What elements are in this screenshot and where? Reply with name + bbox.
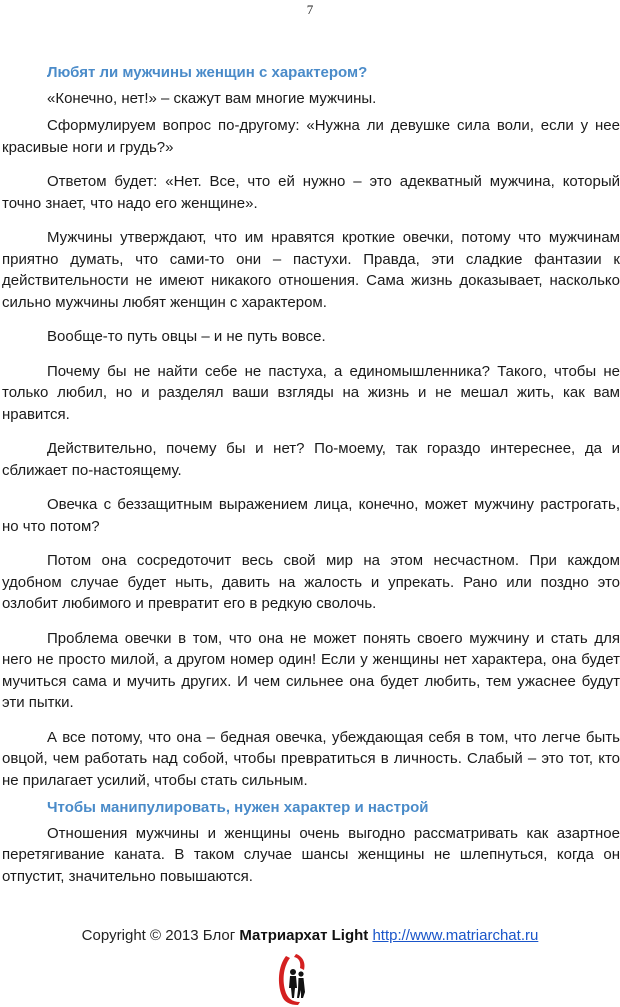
- section-heading-2: Чтобы манипулировать, нужен характер и настрой: [47, 799, 429, 816]
- footer: [0, 927, 620, 944]
- paragraph: Проблема овечки в том, что она не может понять своего мужчину и стать для него не просто милой, а другом номер один! Если у женщины нет характера, она будет мучиться сама и мучить других. И чем сильнее она будет любить, тем ужаснее будут эти пытки.: [2, 629, 620, 711]
- paragraph: Действительно, почему бы и нет? По-моему, так гораздо интереснее, да и сближает по-настоящему.: [2, 440, 620, 479]
- section-heading-1: Любят ли мужчины женщин с характером?: [47, 64, 368, 81]
- paragraph: Потом она сосредоточит весь свой мир на этом несчастном. При каждом удобном случае будет ныть, давить на жалость и упрекать. Рано или поздно это озлобит любимого и превратит его в редкую сволочь.: [2, 552, 620, 612]
- footer-link[interactable]: http://www.matriarchat.ru: [372, 927, 539, 944]
- paragraph: «Конечно, нет!» – скажут вам многие мужчины.: [47, 89, 377, 107]
- paragraph: Отношения мужчины и женщины очень выгодно рассматривать как азартное перетягивание каната. В таком случае шансы женщины не шлепнуться, когда он отпустит, значительно повышаются.: [2, 824, 620, 885]
- paragraph: Сформулируем вопрос по-другому: «Нужна ли девушке сила воли, если у нее красивые ноги и грудь?»: [2, 117, 620, 156]
- paragraph: А все потому, что она – бедная овечка, убеждающая себя в том, что легче быть овцой, чем работать над собой, чтобы превратиться в личность. Слабый – это тот, кто не прилагает усилий, чтобы стать сильным.: [2, 728, 620, 789]
- paragraph: Ответом будет: «Нет. Все, что ей нужно – это адекватный мужчина, который точно знает, что надо его женщине».: [2, 173, 620, 212]
- paragraph: Вообще-то путь овцы – и не путь вовсе.: [47, 328, 326, 345]
- paragraph: Почему бы не найти себе не пастуха, а единомышленника? Такого, чтобы не только любил, но и разделял ваши взгляды на жизнь и не мешал жить, как вам нравится.: [2, 362, 620, 423]
- paragraph: Мужчины утверждают, что им нравятся кроткие овечки, потому что мужчинам приятно думать, что сами-то они – пастухи. Правда, эти сладкие фантазии к действительности не имеют никакого отношения. Сама жизнь доказывает, насколько сильно мужчины любят женщин с характером.: [2, 229, 620, 311]
- footer-brand: Матриархат Light: [239, 927, 369, 944]
- matriarchat-logo-icon: [276, 950, 312, 1006]
- page-number: 7: [306, 2, 314, 17]
- document-body: [2, 62, 620, 900]
- footer-copyright: Copyright © 2013 Блог: [81, 927, 236, 944]
- paragraph: Овечка с беззащитным выражением лица, конечно, может мужчину растрогать, но что потом?: [2, 496, 620, 535]
